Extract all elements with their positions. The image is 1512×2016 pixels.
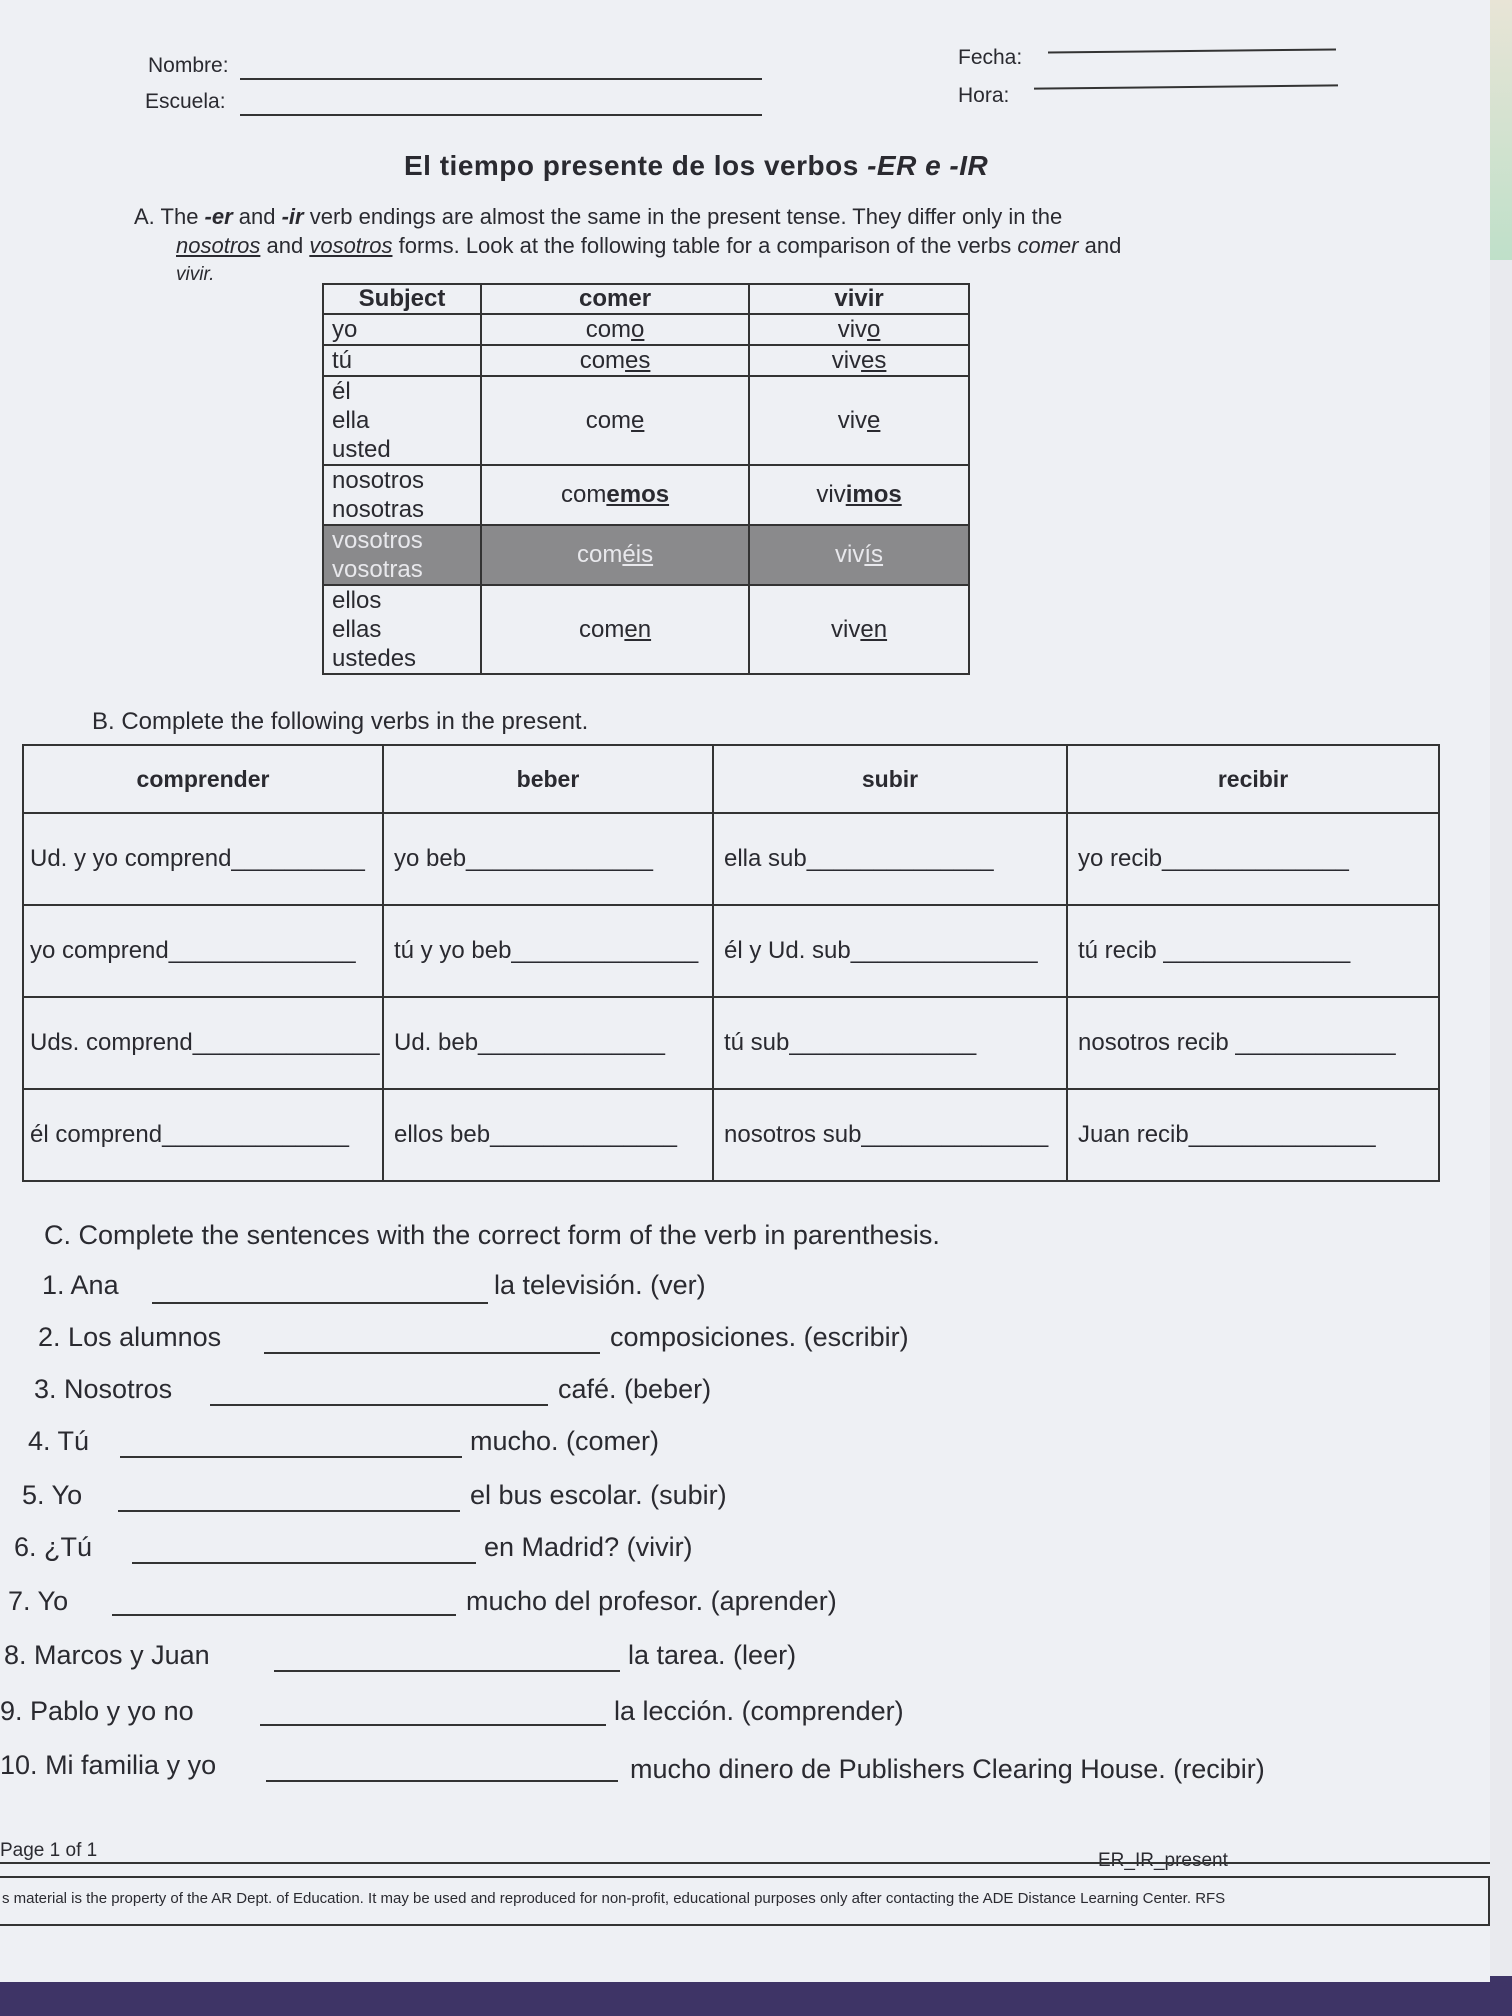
conjugation-header-row [323, 284, 969, 314]
question-rest: la televisión. (ver) [494, 1270, 706, 1300]
fecha-label: Fecha: [958, 46, 1023, 69]
section-b-instruction: B. Complete the following verbs in the present. [92, 708, 589, 735]
answer-blank[interactable] [264, 1352, 600, 1354]
legal-notice: s material is the property of the AR Dept. of Education. It may be used and reproduced for non-profit, educational purposes only after contacting the ADE Distance Learning Center. RFS [2, 1890, 1226, 1907]
answer-blank[interactable] [266, 1780, 618, 1782]
answer-blank[interactable] [274, 1670, 620, 1672]
practice-cell[interactable]: nosotros recib ____________ [1067, 997, 1439, 1089]
answer-blank[interactable] [118, 1510, 460, 1512]
conjugation-row-highlighted: vosotros vosotras coméis vivís [323, 525, 969, 585]
question-1: 1. Ana [42, 1270, 119, 1300]
question-rest: la lección. (comprender) [614, 1696, 904, 1726]
answer-blank[interactable] [120, 1456, 462, 1458]
conjugation-row: nosotros nosotras comemos vivimos [323, 465, 969, 525]
subir-header: subir [713, 745, 1067, 813]
question-6: 6. ¿Tú [14, 1532, 93, 1562]
nombre-field[interactable] [240, 78, 762, 80]
beber-header: beber [383, 745, 713, 813]
practice-cell[interactable]: tú recib ______________ [1067, 905, 1439, 997]
practice-cell[interactable]: nosotros sub______________ [713, 1089, 1067, 1181]
conjugation-table [322, 283, 970, 675]
question-3: 3. Nosotros [34, 1374, 173, 1404]
question-rest: la tarea. (leer) [628, 1640, 797, 1670]
practice-cell[interactable]: Uds. comprend______________ [23, 997, 383, 1089]
question-rest: composiciones. (escribir) [610, 1322, 909, 1352]
practice-cell[interactable]: yo comprend______________ [23, 905, 383, 997]
practice-cell[interactable]: tú sub______________ [713, 997, 1067, 1089]
answer-blank[interactable] [260, 1724, 606, 1726]
vivir-header: vivir [749, 284, 969, 314]
question-8: 8. Marcos y Juan [4, 1640, 210, 1670]
practice-header-row [23, 745, 1439, 813]
practice-table [22, 744, 1440, 1182]
question-rest: café. (beber) [558, 1374, 712, 1404]
background-desk [0, 1976, 1512, 2016]
section-a-text: A. The -er and -ir verb endings are almost the same in the present tense. They differ only in the nosotros and vosotros forms. Look at the following table for a comparison of the verbs comer and vivir. [134, 204, 1122, 285]
answer-blank[interactable] [132, 1562, 476, 1564]
question-10: 10. Mi familia y yo [0, 1750, 217, 1780]
question-4: 4. Tú [28, 1426, 90, 1456]
answer-blank[interactable] [152, 1302, 488, 1304]
page-number: Page 1 of 1 [0, 1840, 98, 1861]
practice-cell[interactable]: yo recib______________ [1067, 813, 1439, 905]
question-rest: mucho. (comer) [470, 1426, 660, 1456]
answer-blank[interactable] [112, 1614, 456, 1616]
fecha-field[interactable] [1048, 48, 1336, 53]
footer-rule [0, 1862, 1490, 1864]
subject-header: Subject [323, 284, 481, 314]
question-rest: mucho dinero de Publishers Clearing House. (recibir) [630, 1754, 1265, 1784]
nombre-label: Nombre: [148, 54, 229, 77]
practice-cell[interactable]: Ud. beb______________ [383, 997, 713, 1089]
escuela-field[interactable] [240, 114, 762, 116]
question-9: 9. Pablo y yo no [0, 1696, 194, 1726]
document-code: ER_IR_present [1098, 1850, 1228, 1871]
practice-cell[interactable]: yo beb______________ [383, 813, 713, 905]
recibir-header: recibir [1067, 745, 1439, 813]
hora-field[interactable] [1034, 84, 1338, 89]
page-title: El tiempo presente de los verbos -ER e -IR [404, 150, 989, 181]
hora-label: Hora: [958, 84, 1010, 107]
conjugation-row: yo como vivo [323, 314, 969, 345]
conjugation-row: ellos ellas ustedes comen viven [323, 585, 969, 674]
answer-blank[interactable] [210, 1404, 548, 1406]
practice-cell[interactable]: tú y yo beb______________ [383, 905, 713, 997]
practice-cell[interactable]: Juan recib______________ [1067, 1089, 1439, 1181]
practice-row [23, 813, 1439, 905]
question-2: 2. Los alumnos [38, 1322, 222, 1352]
question-7: 7. Yo [8, 1586, 69, 1616]
comprender-header: comprender [23, 745, 383, 813]
conjugation-row: tú comes vives [323, 345, 969, 376]
practice-cell[interactable]: él comprend______________ [23, 1089, 383, 1181]
practice-row [23, 997, 1439, 1089]
practice-row [23, 1089, 1439, 1181]
escuela-label: Escuela: [145, 90, 226, 113]
practice-row [23, 905, 1439, 997]
practice-cell[interactable]: ellos beb______________ [383, 1089, 713, 1181]
question-rest: en Madrid? (vivir) [484, 1532, 693, 1562]
comer-header: comer [481, 284, 749, 314]
practice-cell[interactable]: ella sub______________ [713, 813, 1067, 905]
practice-cell[interactable]: él y Ud. sub______________ [713, 905, 1067, 997]
practice-cell[interactable]: Ud. y yo comprend__________ [23, 813, 383, 905]
conjugation-row: él ella usted come vive [323, 376, 969, 465]
question-5: 5. Yo [22, 1480, 83, 1510]
question-rest: mucho del profesor. (aprender) [466, 1586, 837, 1616]
question-rest: el bus escolar. (subir) [470, 1480, 727, 1510]
section-c-instruction: C. Complete the sentences with the correct form of the verb in parenthesis. [44, 1220, 940, 1250]
